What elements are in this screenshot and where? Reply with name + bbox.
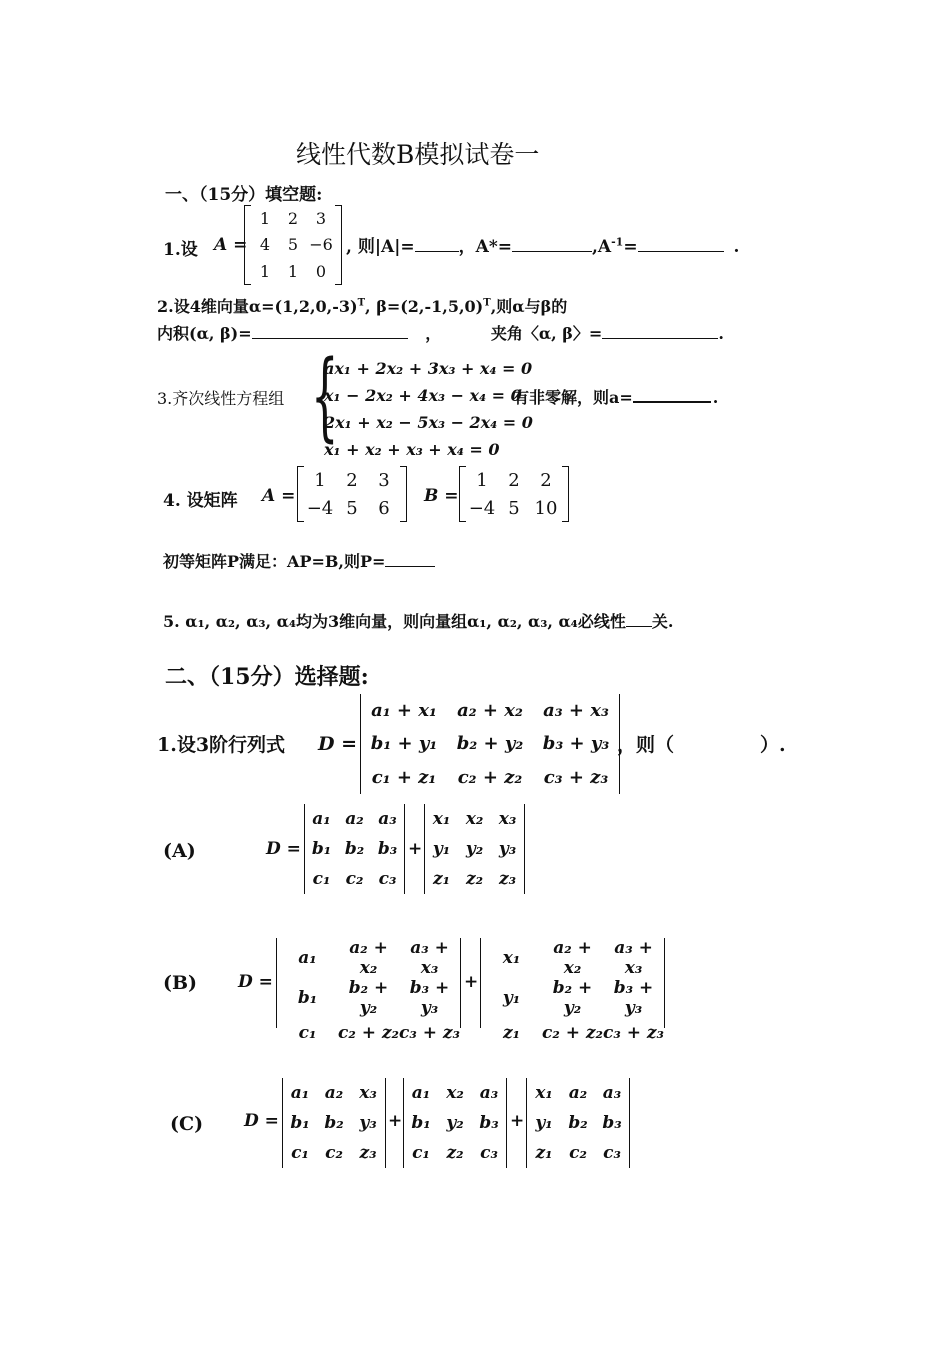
matrix-cell: x₁ [502, 948, 521, 968]
matrix-cell: z₃ [359, 1143, 377, 1163]
matrix-cell: c₂ [325, 1143, 343, 1163]
matrix-cell: 1 [314, 469, 326, 491]
matrix-cell: 6 [378, 497, 390, 519]
q2-sep: ， [425, 324, 442, 343]
matrix-row [305, 804, 404, 834]
option-b-det1 [276, 938, 461, 1043]
section2-heading: 二、（15分）选择题: [165, 664, 369, 690]
matrix-row [277, 938, 460, 978]
matrix-cell: c₂ [345, 869, 364, 889]
option-b-plus: + [464, 972, 479, 992]
matrix-row [425, 804, 524, 834]
matrix-cell: a₂ + x₂ [553, 938, 592, 978]
matrix-cell: x₃ [359, 1083, 377, 1103]
matrix-cell: z₂ [446, 1143, 464, 1163]
q4-matrix-b [459, 466, 569, 522]
matrix-cell: y₃ [498, 839, 517, 859]
matrix-cell: y₂ [465, 839, 484, 859]
matrix-cell: c₂ + z₂ [457, 766, 523, 788]
q1-det-blank[interactable] [415, 237, 459, 252]
matrix-cell: c₃ + z₃ [543, 766, 609, 788]
q4-varB: B = [424, 486, 459, 506]
matrix-cell: 5 [287, 235, 299, 255]
matrix-cell: a₁ [312, 809, 331, 829]
q2-sup2: T [483, 297, 491, 309]
matrix-cell: 1 [287, 262, 299, 282]
matrix-row [404, 1078, 506, 1108]
s2-q1-suffix: ，则（ [617, 734, 675, 756]
matrix-cell: 0 [315, 262, 327, 282]
q5-blank[interactable] [626, 612, 652, 627]
matrix-cell: 2 [287, 208, 299, 228]
matrix-cell: z₁ [535, 1143, 553, 1163]
q1-astar-label: ，A*= [458, 237, 512, 257]
matrix-cell: a₂ [568, 1083, 588, 1103]
matrix-cell: a₂ + x₂ [349, 938, 388, 978]
s2-q1-close: ）. [760, 734, 786, 756]
matrix-row [283, 1078, 385, 1108]
matrix-row [466, 494, 562, 522]
option-c-det1 [282, 1078, 386, 1168]
matrix-cell: c₃ [603, 1143, 621, 1163]
matrix-cell: a₃ [602, 1083, 622, 1103]
q4-prefix: 4. 设矩阵 [163, 491, 238, 511]
matrix-cell: c₃ + z₃ [399, 1023, 460, 1043]
option-c-plus2: + [510, 1111, 525, 1131]
matrix-row [283, 1138, 385, 1168]
matrix-row [425, 864, 524, 894]
q2-sup1: T [357, 297, 366, 309]
q3-eq-3: 2x₁ + x₂ − 5x₃ − 2x₄ = 0 [324, 413, 533, 432]
matrix-cell: a₃ [479, 1083, 499, 1103]
matrix-cell: b₂ [324, 1113, 344, 1133]
matrix-cell: 5 [508, 497, 520, 519]
matrix-row [283, 1108, 385, 1138]
matrix-cell: c₁ [312, 869, 331, 889]
q1-var: A = [214, 235, 248, 255]
matrix-row [251, 205, 335, 232]
matrix-cell: 10 [534, 497, 558, 519]
matrix-cell: b₃ [377, 839, 398, 859]
option-c-det2 [403, 1078, 507, 1168]
q2-line1-end: ,则α与β的 [490, 297, 568, 316]
option-c-plus1: + [388, 1111, 403, 1131]
q1-ainv-eq: = [623, 237, 638, 257]
option-a-det2 [424, 804, 525, 894]
matrix-cell: 5 [346, 497, 358, 519]
option-b-var: D = [238, 972, 273, 992]
matrix-cell: b₃ + y₃ [613, 978, 654, 1018]
matrix-cell: a₁ [298, 948, 317, 968]
matrix-cell: c₂ + z₂ [542, 1023, 603, 1043]
matrix-cell: y₃ [359, 1113, 377, 1133]
q1-prefix: 1.设 [163, 240, 198, 260]
matrix-cell: b₃ [602, 1113, 622, 1133]
option-a-plus: + [408, 839, 423, 859]
q1-astar-blank[interactable] [512, 237, 592, 252]
matrix-cell: a₁ [290, 1083, 310, 1103]
option-b-label[interactable]: (B) [163, 972, 198, 994]
q2-end: . [718, 324, 724, 343]
q4-varA: A = [262, 486, 296, 506]
matrix-cell: 2 [346, 469, 358, 491]
q3-blank[interactable] [633, 387, 711, 403]
q2-mid: , β=(2,-1,5,0) [365, 297, 484, 316]
matrix-cell: b₁ [297, 988, 318, 1008]
q3-eq-2: x₁ − 2x₂ + 4x₃ − x₄ = 0 [324, 386, 522, 405]
matrix-cell: b₂ + y₂ [456, 733, 524, 755]
matrix-cell: −4 [306, 497, 334, 519]
q1-det-label: , 则|A|= [346, 237, 415, 257]
matrix-row [361, 694, 619, 727]
matrix-cell: z₁ [502, 1023, 521, 1043]
matrix-cell: 4 [259, 235, 271, 255]
matrix-row [277, 1018, 460, 1048]
matrix-cell: y₂ [446, 1113, 464, 1133]
matrix-row [305, 864, 404, 894]
matrix-cell: x₃ [498, 809, 517, 829]
matrix-row [251, 258, 335, 285]
matrix-cell: b₁ [290, 1113, 310, 1133]
matrix-cell: a₃ [378, 809, 397, 829]
matrix-row [481, 978, 664, 1018]
matrix-cell: c₃ [378, 869, 397, 889]
matrix-row [527, 1138, 629, 1168]
matrix-row [304, 494, 400, 522]
matrix-cell: z₁ [432, 869, 451, 889]
matrix-cell: z₂ [465, 869, 484, 889]
section1-heading: 一、（15分）填空题: [165, 185, 323, 205]
matrix-row [251, 232, 335, 259]
q3-equation-system [324, 355, 533, 463]
matrix-cell: c₃ + z₃ [603, 1023, 664, 1043]
matrix-cell: a₃ + x₃ [543, 700, 609, 722]
matrix-cell: 1 [476, 469, 488, 491]
matrix-cell: 1 [259, 262, 271, 282]
matrix-cell: z₃ [498, 869, 517, 889]
matrix-row [425, 834, 524, 864]
s2-q1-var: D = [318, 733, 358, 755]
matrix-cell: b₃ + y₃ [409, 978, 450, 1018]
s2-q1-determinant [360, 694, 620, 794]
q2-inner-product-label: 内积(α, β)= [157, 324, 252, 343]
matrix-row [304, 466, 400, 494]
matrix-cell: a₃ + x₃ [410, 938, 449, 978]
option-a-label[interactable]: (A) [163, 840, 196, 862]
q3-suffix: 有非零解，则a= [513, 388, 633, 407]
matrix-cell: 1 [259, 208, 271, 228]
matrix-row [527, 1078, 629, 1108]
matrix-cell: x₁ [432, 809, 451, 829]
matrix-cell: 2 [540, 469, 552, 491]
option-c-det3 [526, 1078, 630, 1168]
matrix-row [404, 1108, 506, 1138]
matrix-cell: c₁ [412, 1143, 430, 1163]
q5-text: 5. α₁, α₂, α₃, α₄均为3维向量，则向量组α₁, α₂, α₃, α₄必线性 [163, 612, 626, 631]
matrix-cell: b₂ + y₂ [348, 978, 389, 1018]
q4-matrix-a [297, 466, 407, 522]
matrix-row [277, 978, 460, 1018]
matrix-row [404, 1138, 506, 1168]
matrix-cell: b₁ [311, 839, 332, 859]
matrix-cell: −4 [468, 497, 496, 519]
s2-q1-prefix: 1.设3阶行列式 [157, 734, 286, 756]
q3-prefix: 3.齐次线性方程组 [157, 389, 285, 408]
matrix-cell: b₂ [344, 839, 365, 859]
matrix-cell: −6 [309, 235, 333, 255]
q3-brace: { [311, 340, 339, 452]
q1-ainv-blank[interactable] [638, 237, 724, 252]
option-a-det1 [304, 804, 405, 894]
matrix-row [527, 1108, 629, 1138]
q2-angle-blank[interactable] [602, 324, 718, 339]
matrix-row [466, 466, 562, 494]
matrix-cell: 3 [378, 469, 390, 491]
matrix-cell: a₂ [345, 809, 364, 829]
matrix-cell: a₂ + x₂ [457, 700, 523, 722]
matrix-cell: b₁ + y₁ [370, 733, 438, 755]
matrix-cell: a₃ + x₃ [614, 938, 653, 978]
matrix-cell: c₁ [291, 1143, 309, 1163]
matrix-row [481, 1018, 664, 1048]
matrix-row [361, 761, 619, 794]
matrix-cell: c₂ + z₂ [338, 1023, 399, 1043]
q1-end: . [733, 237, 740, 257]
matrix-cell: c₁ [298, 1023, 317, 1043]
matrix-cell: b₂ [568, 1113, 588, 1133]
q4-line2: 初等矩阵P满足：AP=B,则P= [163, 552, 386, 571]
matrix-cell: 2 [508, 469, 520, 491]
page-title: 线性代数B模拟试卷一 [296, 140, 540, 169]
q2-line1: 2.设4维向量α=(1,2,0,-3) [157, 297, 358, 316]
matrix-cell: x₁ [535, 1083, 553, 1103]
option-b-det2 [480, 938, 665, 1043]
q1-ainv-label: ,A [591, 237, 612, 257]
q1-matrix [244, 205, 342, 285]
q5-end: 关. [651, 612, 674, 631]
matrix-cell: y₁ [432, 839, 451, 859]
matrix-row [305, 834, 404, 864]
matrix-cell: y₁ [535, 1113, 553, 1133]
matrix-cell: 3 [315, 208, 327, 228]
q1-ainv-sup: -1 [611, 235, 624, 249]
matrix-cell: a₁ + x₁ [371, 700, 437, 722]
matrix-cell: b₁ [411, 1113, 431, 1133]
q2-inner-product-blank[interactable] [252, 324, 408, 339]
matrix-cell: b₂ + y₂ [552, 978, 593, 1018]
matrix-cell: a₂ [324, 1083, 344, 1103]
option-c-label[interactable]: (C) [170, 1113, 204, 1135]
q3-eq-4: x₁ + x₂ + x₃ + x₄ = 0 [324, 440, 500, 459]
q4-blank[interactable] [385, 552, 435, 567]
option-c-var: D = [244, 1111, 279, 1131]
matrix-cell: c₂ [569, 1143, 587, 1163]
matrix-cell: c₃ [480, 1143, 498, 1163]
matrix-cell: b₃ [479, 1113, 499, 1133]
matrix-cell: b₃ + y₃ [542, 733, 610, 755]
matrix-cell: x₂ [446, 1083, 464, 1103]
q2-angle-label: 夹角〈α, β〉= [490, 324, 603, 343]
matrix-cell: a₁ [411, 1083, 431, 1103]
matrix-cell: c₁ + z₁ [371, 766, 437, 788]
matrix-row [361, 727, 619, 760]
matrix-cell: x₂ [465, 809, 484, 829]
q3-end: . [712, 388, 719, 407]
matrix-row [481, 938, 664, 978]
q3-eq-1: ax₁ + 2x₂ + 3x₃ + x₄ = 0 [324, 359, 533, 378]
option-a-var: D = [266, 839, 301, 859]
matrix-cell: y₁ [502, 988, 521, 1008]
